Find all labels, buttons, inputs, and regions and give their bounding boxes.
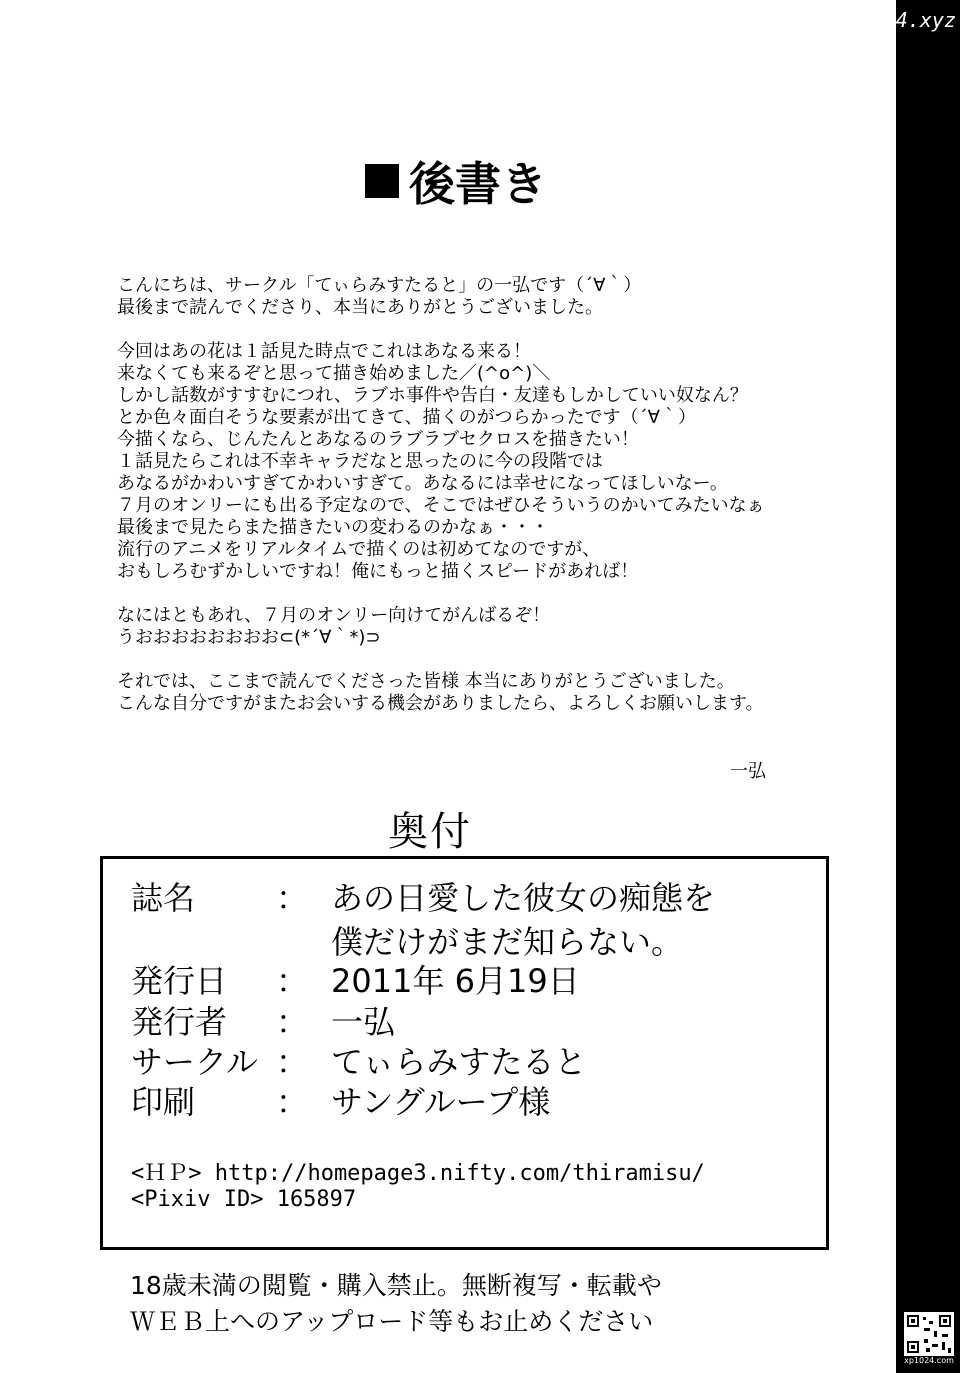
text-line: 来なくても来るぞと思って描き始めました／(^o^)＼ <box>117 363 551 384</box>
age-restriction-notice <box>130 1268 662 1340</box>
row-value: 2011年 6月19日 <box>331 962 580 1000</box>
text-line: 最後まで見たらまた描きたいの変わるのかなぁ・・・ <box>117 517 549 538</box>
text-line: ７月のオンリーにも出る予定なので、そこではぜひそういうのかいてみたいなぁ <box>117 495 765 516</box>
watermark: 94.xyz <box>883 8 956 32</box>
text-line: 今回はあの花は１話見た時点でこれはあなる来る！ <box>117 341 531 362</box>
text-line: それでは、ここまで読んでくださった皆様 本当にありがとうございました。 <box>117 671 735 692</box>
row-value: てぃらみすたると <box>331 1043 587 1081</box>
text-line: こんな自分ですがまたお会いする機会がありましたら、よろしくお願いします。 <box>117 693 764 714</box>
row-value: 一弘 <box>331 1003 396 1041</box>
notice-line: ＷＥＢ上へのアップロード等もお止めください <box>130 1307 654 1336</box>
text-line: なにはともあれ、７月のオンリー向けてがんばるぞ！ <box>117 605 551 626</box>
row-label: 印刷 <box>131 1083 196 1121</box>
row-value: サングループ様 <box>331 1083 551 1121</box>
paragraph <box>117 275 817 319</box>
text-line: １話見たらこれは不幸キャラだなと思ったのに今の段階では <box>117 451 603 472</box>
row-value: あの日愛した彼女の痴態を <box>331 879 716 917</box>
paragraph <box>117 671 817 715</box>
text-line: しかし話数がすすむにつれ、ラブホ事件や告白・友達もしかしていい奴なん？ <box>117 385 748 406</box>
text-line: 最後まで読んでくださり、本当にありがとうございました。 <box>117 297 603 318</box>
row-label: 誌名 <box>131 879 196 917</box>
paragraph <box>117 605 817 649</box>
qr-code-icon <box>904 1312 954 1356</box>
afterword-heading <box>365 148 547 214</box>
black-square-icon <box>365 164 399 198</box>
paragraph <box>117 341 817 583</box>
black-border-strip <box>896 0 960 1373</box>
row-value: 僕だけがまだ知らない。 <box>331 923 684 961</box>
row-colon: ： <box>276 1003 309 1041</box>
text-line: あなるがかわいすぎてかわいすぎて。あなるには幸せになってほしいなー。 <box>117 473 728 494</box>
afterword-body <box>117 275 817 737</box>
text-line: 流行のアニメをリアルタイムで描くのは初めてなのですが、 <box>117 539 601 560</box>
text-line: とか色々面白そうな要素が出てきて、描くのがつらかったです（´∀｀） <box>117 407 696 428</box>
row-colon: ： <box>276 879 309 917</box>
row-colon: ： <box>276 1083 309 1121</box>
row-label: 発行日 <box>131 962 228 1000</box>
homepage-line: <ＨＰ> http://homepage3.nifty.com/thiramisu/ <box>131 1161 705 1186</box>
pixiv-id-line: <Pixiv ID> 165897 <box>131 1187 357 1212</box>
colophon-title: 奥付 <box>388 809 472 855</box>
afterword-title: 後書き <box>409 157 547 211</box>
text-line: うおおおおおおおお⊂(*´∀｀*)⊃ <box>117 627 381 648</box>
text-line: 今描くなら、じんたんとあなるのラブラブセクロスを描きたい！ <box>117 429 639 450</box>
notice-line: 18歳未満の閲覧・購入禁止。無断複写・転載や <box>130 1271 662 1300</box>
text-line: おもしろむずかしいですね！俺にもっと描くスピードがあれば！ <box>117 561 639 582</box>
row-label: 発行者 <box>131 1003 228 1041</box>
text-line: こんにちは、サークル「てぃらみすたると」の一弘です（´∀｀） <box>117 275 642 296</box>
signature: 一弘 <box>730 761 766 782</box>
row-label: サークル <box>131 1043 259 1081</box>
row-colon: ： <box>276 962 309 1000</box>
row-colon: ： <box>276 1043 309 1081</box>
qr-caption: xp1024.com <box>904 1356 954 1365</box>
colophon-box <box>100 856 829 1250</box>
